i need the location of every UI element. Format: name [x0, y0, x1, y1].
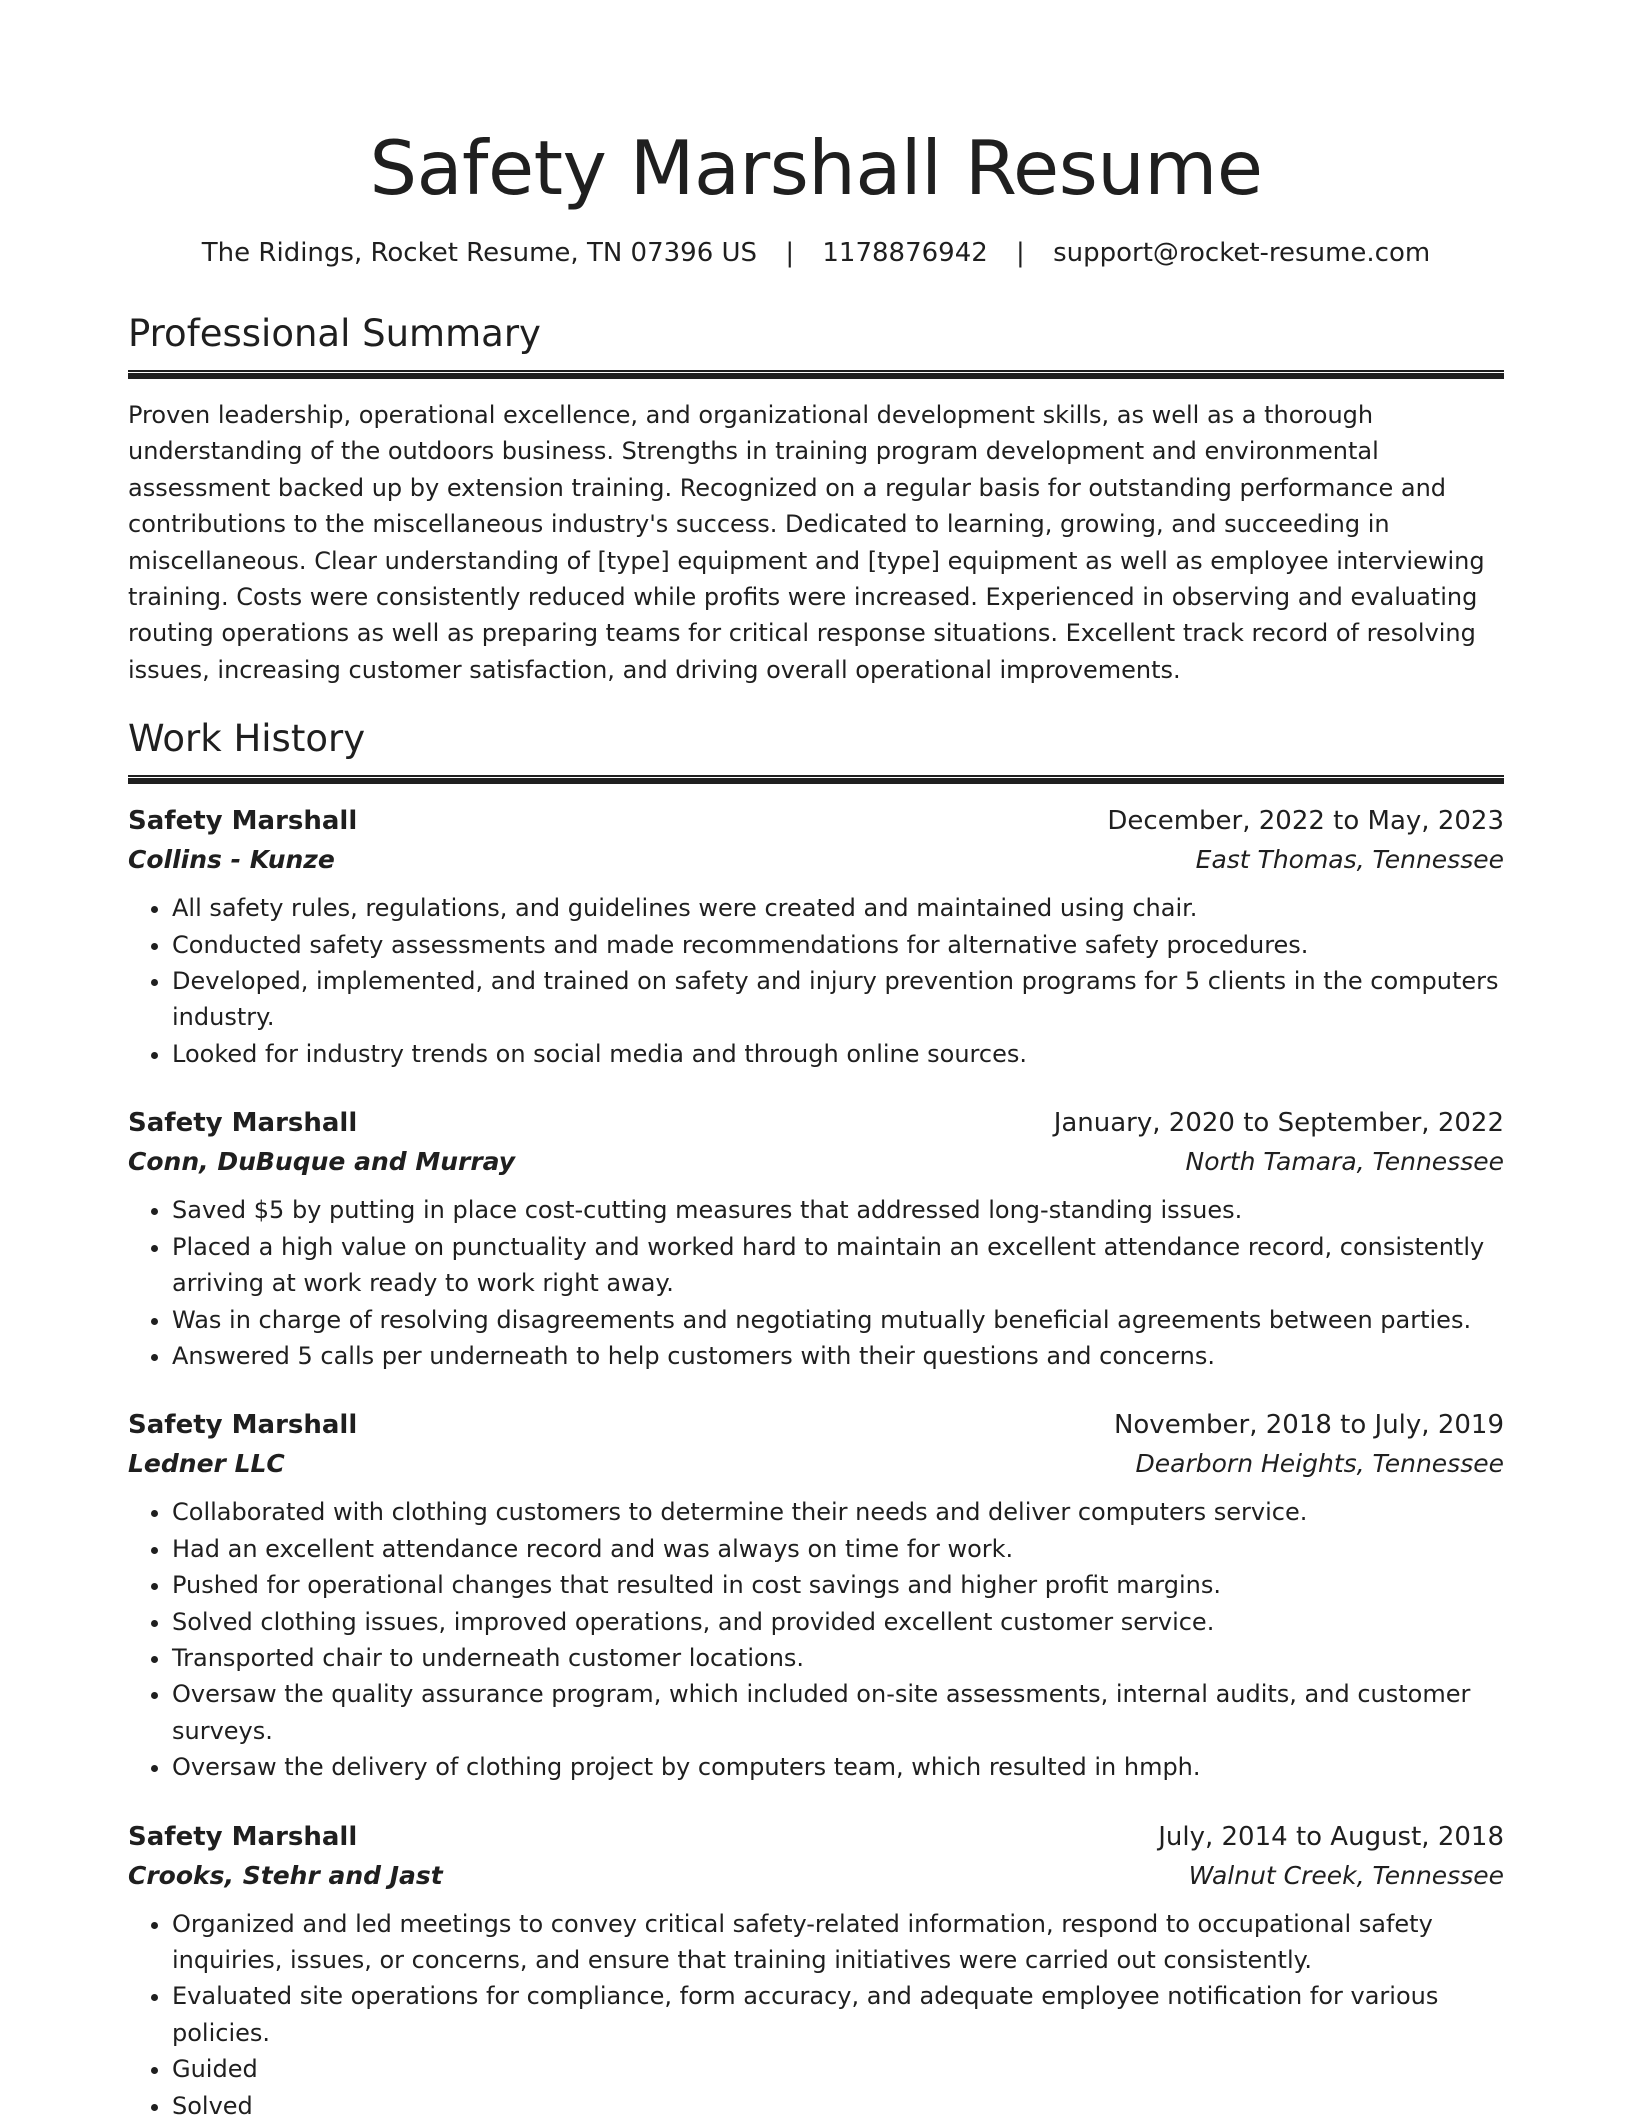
job-title: Safety Marshall	[128, 1108, 358, 1139]
job-company: Crooks, Stehr and Jast	[128, 1860, 443, 1890]
job-title: Safety Marshall	[128, 806, 358, 837]
job-entry	[128, 802, 1504, 1072]
resume-title: Safety Marshall Resume	[369, 124, 1263, 212]
job-title: Safety Marshall	[128, 1410, 358, 1441]
job-location: East Thomas, Tennessee	[1195, 845, 1504, 875]
job-title: Safety Marshall	[128, 1821, 358, 1852]
job-header-row	[128, 1104, 1504, 1142]
job-company-row	[128, 1142, 1504, 1182]
job-bullet: • Had an excellent attendance record and was always on time for work.	[172, 1531, 1504, 1567]
job-company: Collins - Kunze	[128, 845, 335, 875]
job-bullet: • Pushed for operational changes that resulted in cost savings and higher profit margins.	[172, 1567, 1504, 1603]
job-bullet: • Was in charge of resolving disagreements and negotiating mutually beneficial agreements between parties.	[172, 1302, 1504, 1338]
job-dates: November, 2018 to July, 2019	[1113, 1410, 1504, 1441]
job-bullet: • Oversaw the delivery of clothing project by computers team, which resulted in hmph.	[172, 1749, 1504, 1785]
job-company-row	[128, 840, 1504, 880]
job-bullet: • Guided	[172, 2051, 1504, 2087]
job-bullet: • Evaluated site operations for compliance, form accuracy, and adequate employee notification for various policies.	[172, 1978, 1504, 2051]
job-bullet: • Looked for industry trends on social media and through online sources.	[172, 1036, 1504, 1072]
contact-phone: 1178876942	[822, 238, 988, 268]
job-bullet: • Oversaw the quality assurance program, which included on-site assessments, internal audits, and customer surveys.	[172, 1676, 1504, 1749]
job-location: North Tamara, Tennessee	[1185, 1147, 1504, 1177]
job-bullet: • Saved $5 by putting in place cost-cutting measures that addressed long-standing issues.	[172, 1192, 1504, 1228]
job-header-row	[128, 1406, 1504, 1444]
job-entry	[128, 1818, 1504, 2124]
job-bullet: • Developed, implemented, and trained on safety and injury prevention programs for 5 clients in the computers industry.	[172, 963, 1504, 1036]
job-bullet: • Answered 5 calls per underneath to help customers with their questions and concerns.	[172, 1338, 1504, 1374]
work-history-section	[128, 715, 1504, 2124]
contact-address: The Ridings, Rocket Resume, TN 07396 US	[201, 238, 758, 268]
job-location: Walnut Creek, Tennessee	[1188, 1860, 1504, 1890]
job-entry	[128, 1104, 1504, 1374]
job-bullet: • Solved	[172, 2088, 1504, 2124]
section-divider	[128, 370, 1504, 379]
job-company: Ledner LLC	[128, 1449, 285, 1479]
contact-line	[128, 236, 1504, 270]
summary-paragraph: Proven leadership, operational excellence, and organizational development skills, as well as a thorough understanding of the outdoors business. Strengths in training program development and environmental assessment backed up by extension training. Recognized on a regular basis for outstanding performance and contributions to the miscellaneous industry's success. Dedicated to learning, growing, and succeeding in miscellaneous. Clear understanding of [type] equipment and [type] equipment as well as employee interviewing training. Costs were consistently reduced while profits were increased. Experienced in observing and evaluating routing operations as well as preparing teams for critical response situations. Excellent track record of resolving issues, increasing customer satisfaction, and driving overall operational improvements.	[128, 401, 1485, 684]
job-header-row	[128, 802, 1504, 840]
job-bullets	[128, 1192, 1504, 1374]
job-bullet: • Organized and led meetings to convey critical safety-related information, respond to occupational safety inquiries, issues, or concerns, and ensure that training initiatives were carried out consistently.	[172, 1906, 1504, 1979]
contact-separator: |	[1016, 238, 1025, 268]
job-bullet: • Transported chair to underneath customer locations.	[172, 1640, 1504, 1676]
contact-separator: |	[785, 238, 795, 268]
job-bullets	[128, 1494, 1504, 1785]
job-location: Dearborn Heights, Tennessee	[1135, 1449, 1504, 1479]
section-heading: Work History	[128, 717, 366, 761]
job-company-row	[128, 1444, 1504, 1484]
job-company-row	[128, 1856, 1504, 1896]
section-divider	[128, 775, 1504, 784]
job-bullets	[128, 1906, 1504, 2124]
job-bullet: • Conducted safety assessments and made recommendations for alternative safety procedures.	[172, 927, 1504, 963]
contact-email: support@rocket-resume.com	[1053, 238, 1431, 268]
job-dates: January, 2020 to September, 2022	[1053, 1108, 1504, 1139]
job-entry	[128, 1406, 1504, 1785]
job-company: Conn, DuBuque and Murray	[128, 1147, 516, 1177]
job-dates: July, 2014 to August, 2018	[1158, 1821, 1504, 1852]
job-bullet: • Placed a high value on punctuality and worked hard to maintain an excellent attendance record, consistently arriving at work ready to work right away.	[172, 1229, 1504, 1302]
job-dates: December, 2022 to May, 2023	[1107, 806, 1504, 837]
job-bullet: • Collaborated with clothing customers to determine their needs and deliver computers service.	[172, 1494, 1504, 1530]
job-bullet: • Solved clothing issues, improved operations, and provided excellent customer service.	[172, 1604, 1504, 1640]
section-heading: Professional Summary	[128, 312, 541, 355]
job-header-row	[128, 1818, 1504, 1856]
professional-summary-section	[128, 310, 1504, 688]
job-bullet: • All safety rules, regulations, and guidelines were created and maintained using chair.	[172, 890, 1504, 926]
job-bullets	[128, 890, 1504, 1072]
